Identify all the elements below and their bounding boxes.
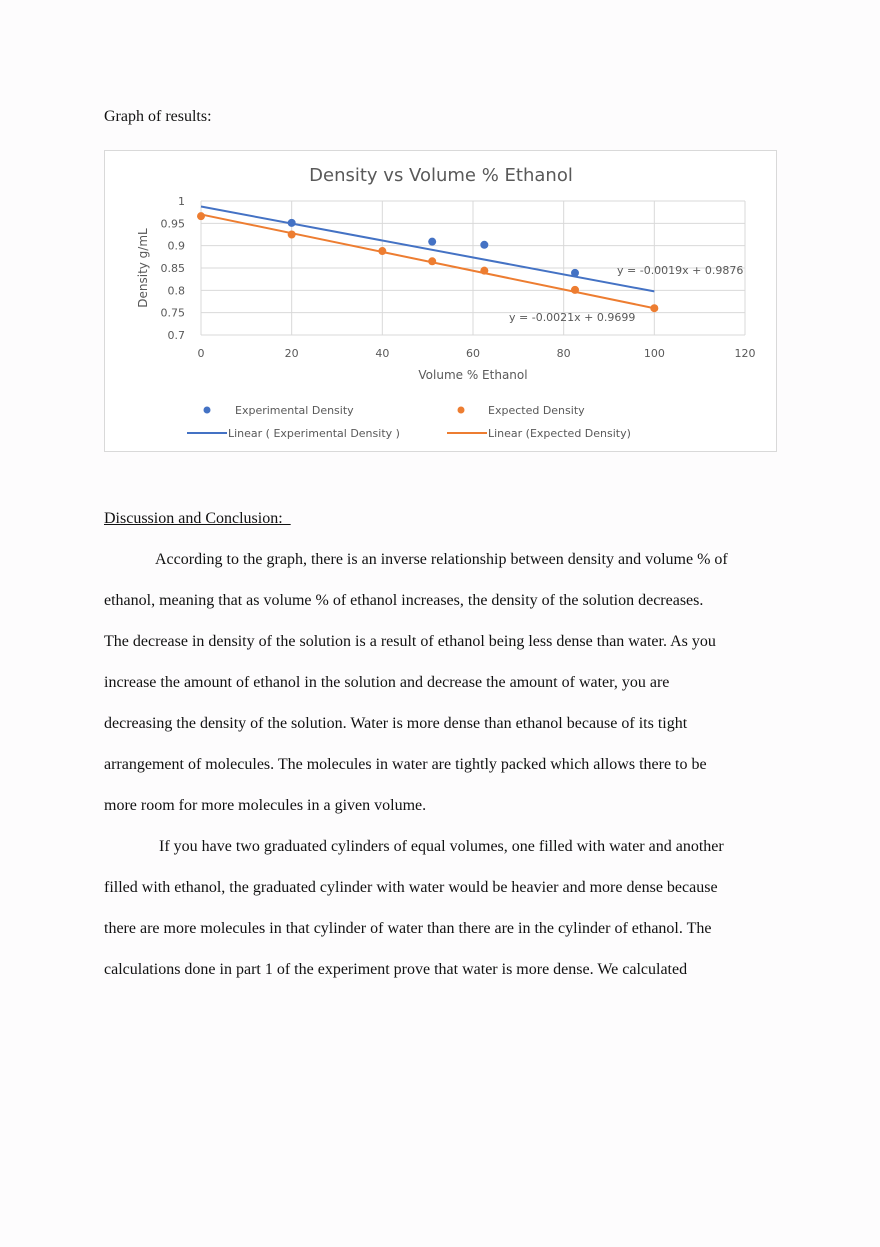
y-tick-label: 0.8 [167,284,185,298]
trendline [201,207,654,292]
paragraph-line: The decrease in density of the solution is a result of ethanol being less dense than water. As you [104,633,716,650]
legend-marker [458,407,465,414]
x-tick-label: 20 [284,347,299,360]
data-point [288,219,296,227]
legend-label: Linear (Expected Density) [488,427,631,440]
y-axis-label: Density g/mL [136,228,150,308]
chart-container [104,150,777,452]
paragraph-line: ethanol, meaning that as volume % of ethanol increases, the density of the solution decreases. [104,592,704,609]
paragraph-line: decreasing the density of the solution. Water is more dense than ethanol because of its tight [104,715,688,732]
data-point [480,241,488,249]
data-point [197,212,205,220]
paragraph-line: filled with ethanol, the graduated cylinder with water would be heavier and more dense because [104,879,718,896]
paragraph-line: According to the graph, there is an inverse relationship between density and volume % of [155,551,728,568]
legend-label: Linear ( Experimental Density ) [228,427,400,440]
paragraph-line: If you have two graduated cylinders of equal volumes, one filled with water and another [155,838,724,855]
graph-heading: Graph of results: [104,108,212,125]
density-chart [105,151,778,453]
data-point [650,304,658,312]
y-tick-label: 0.7 [167,329,185,342]
data-point [480,267,488,275]
legend-label: Experimental Density [235,404,354,417]
paragraph-line: arrangement of molecules. The molecules in water are tightly packed which allows there to be [104,756,707,773]
chart-title: Density vs Volume % Ethanol [309,165,573,186]
data-point [571,286,579,294]
legend-marker [204,407,211,414]
x-tick-label: 100 [643,347,665,360]
paragraph-line: calculations done in part 1 of the experiment prove that water is more dense. We calculated [104,961,688,978]
data-point [288,231,296,239]
x-tick-label: 120 [734,347,756,360]
x-axis-label: Volume % Ethanol [418,368,528,382]
y-tick-label: 0.95 [160,217,185,231]
x-tick-label: 0 [197,347,205,360]
data-point [428,257,436,265]
y-tick-label: 1 [178,195,185,208]
y-tick-label: 0.85 [160,262,185,275]
data-point [378,247,386,255]
data-point [571,269,579,277]
y-tick-label: 0.9 [167,239,185,253]
data-point [428,238,436,246]
legend-label: Expected Density [488,404,585,417]
trendline-equation: y = -0.0021x + 0.9699 [509,311,636,324]
paragraph-line: there are more molecules in that cylinder of water than there are in the cylinder of ethanol. The [104,920,712,937]
x-tick-label: 80 [556,347,571,360]
section-title: Discussion and Conclusion: [104,510,291,527]
x-tick-label: 40 [375,347,390,360]
x-tick-label: 60 [466,347,480,360]
trendline [201,214,654,308]
paragraph-line: increase the amount of ethanol in the solution and decrease the amount of water, you are [104,674,670,691]
trendline-equation: y = -0.0019x + 0.9876 [617,264,744,277]
y-tick-label: 0.75 [160,306,185,320]
paragraph-line: more room for more molecules in a given volume. [104,797,427,814]
